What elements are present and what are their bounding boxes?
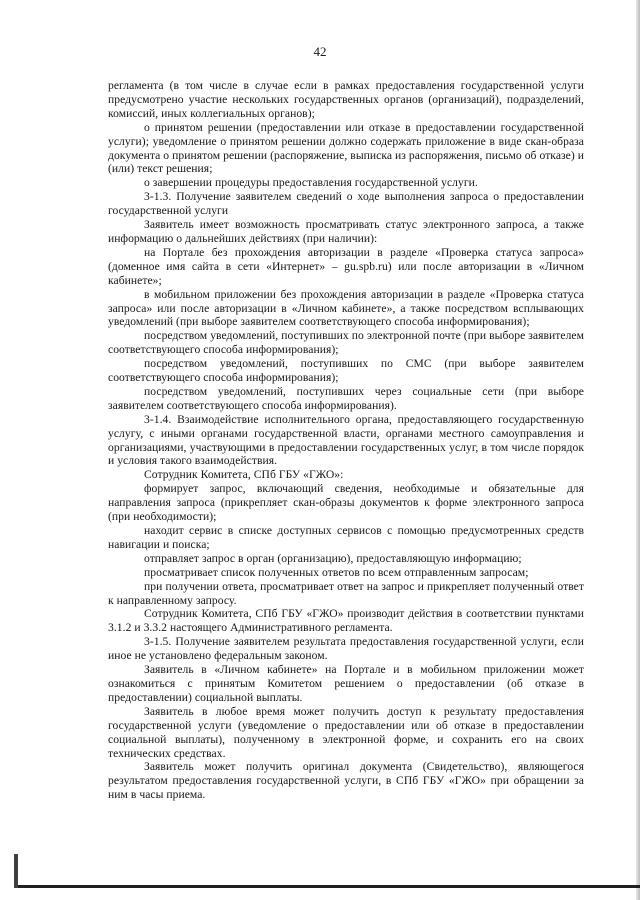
list-item-finds-service: находит сервис в списке доступных сервисов с помощью предусмотренных средств навигации и поиска; [108,524,584,551]
paragraph-personal-account: Заявитель в «Личном кабинете» на Портале и в мобильном приложении может ознакомиться с принятым Комитетом решением о предоставлении (об отказе в предоставлении) социальной выплаты. [108,663,584,704]
section-3-1-5-heading: 3-1.5. Получение заявителем результата предоставления государственной услуги, если иное не установлено федеральным законом. [108,635,584,663]
list-item-portal: на Портале без прохождения авторизации в разделе «Проверка статуса запроса» (доменное имя сайта в сети «Интернет» – gu.spb.ru) или после авторизации в «Личном кабинете»; [108,245,584,287]
paragraph-original-document: Заявитель может получить оригинал документа (Свидетельство), являющегося результатом предоставления государственной услуги, в СПб ГБУ «ГЖО» при обращении за ним в часы приема. [108,760,584,802]
list-item-email: посредством уведомлений, поступивших по электронной почте (при выборе заявителем соответствующего способа информирования); [108,329,584,357]
list-item-forms-request: формирует запрос, включающий сведения, необходимые и обязательные для направления запроса (прикрепляет скан-образы документов к форме электронного запроса (при необходимости); [108,482,584,524]
list-item-sms: посредством уведомлений, поступивших по СМС (при выборе заявителем соответствующего способа информирования); [108,357,584,385]
paragraph-decision-notice: о принятом решении (предоставлении или отказе в предоставлении государственной услуги); уведомление о принятом решении должно содержать приложение в виде скан-образа документа о принятом решении (распоряжение, выписка из распоряжения, письмо об отказе) и (или) текст решения; [108,120,584,176]
scan-bottom-edge [16,885,640,888]
paragraph-result-access: Заявитель в любое время может получить доступ к результату предоставления государственной услуги (уведомление о предоставлении или об отказе в предоставлении социальной выплаты), полученному в электронной форме, и сохранить его на своих технических средствах. [108,704,584,760]
paragraph-employee-actions: Сотрудник Комитета, СПб ГБУ «ГЖО» производит действия в соответствии пунктами 3.1.2 и 3.3.2 настоящего Административного регламента. [108,607,584,635]
document-body [108,79,584,802]
section-3-1-4-heading: 3-1.4. Взаимодействие исполнительного органа, предоставляющего государственную услугу, с иными органами государственной власти, органами местного самоуправления и организациями, участвующими в предоставлении государственных услуг, в том числе порядок и условия такого взаимодействия. [108,412,584,468]
paragraph-regulation-continuation: регламента (в том числе в случае если в рамках предоставления государственной услуги предусмотрено участие нескольких государственных органов (организаций), подразделений, комиссий, иных коллегиальных органов); [108,79,584,120]
list-item-sends-request: отправляет запрос в орган (организацию), предоставляющую информацию; [144,551,522,565]
scan-bottom-left-corner [14,854,18,888]
paragraph-completion-notice: о завершении процедуры предоставления государственной услуги. [144,176,478,190]
list-item-views-responses: просматривает список полученных ответов по всем отправленным запросам; [144,565,529,579]
paragraph-status-viewing: Заявитель имеет возможность просматривать статус электронного запроса, а также информацию о дальнейших действиях (при наличии): [108,218,584,245]
list-item-attaches-response: при получении ответа, просматривает ответ на запрос и прикрепляет полученный ответ к направленному запросу. [108,579,584,607]
section-3-1-3-heading: 3-1.3. Получение заявителем сведений о ходе выполнения запроса о предоставлении государственной услуги [108,190,584,218]
page-number: 42 [313,44,327,59]
list-item-mobile-app: в мобильном приложении без прохождения авторизации в разделе «Проверка статуса запроса» или после авторизации в «Личном кабинете», а также посредством всплывающих уведомлений (при выборе заявителем соответствующего способа информирования); [108,287,584,329]
paragraph-employee: Сотрудник Комитета, СПб ГБУ «ГЖО»: [144,468,344,482]
scan-right-edge [636,0,640,900]
list-item-social-networks: посредством уведомлений, поступивших через социальные сети (при выборе заявителем соответствующего способа информирования). [108,384,584,412]
